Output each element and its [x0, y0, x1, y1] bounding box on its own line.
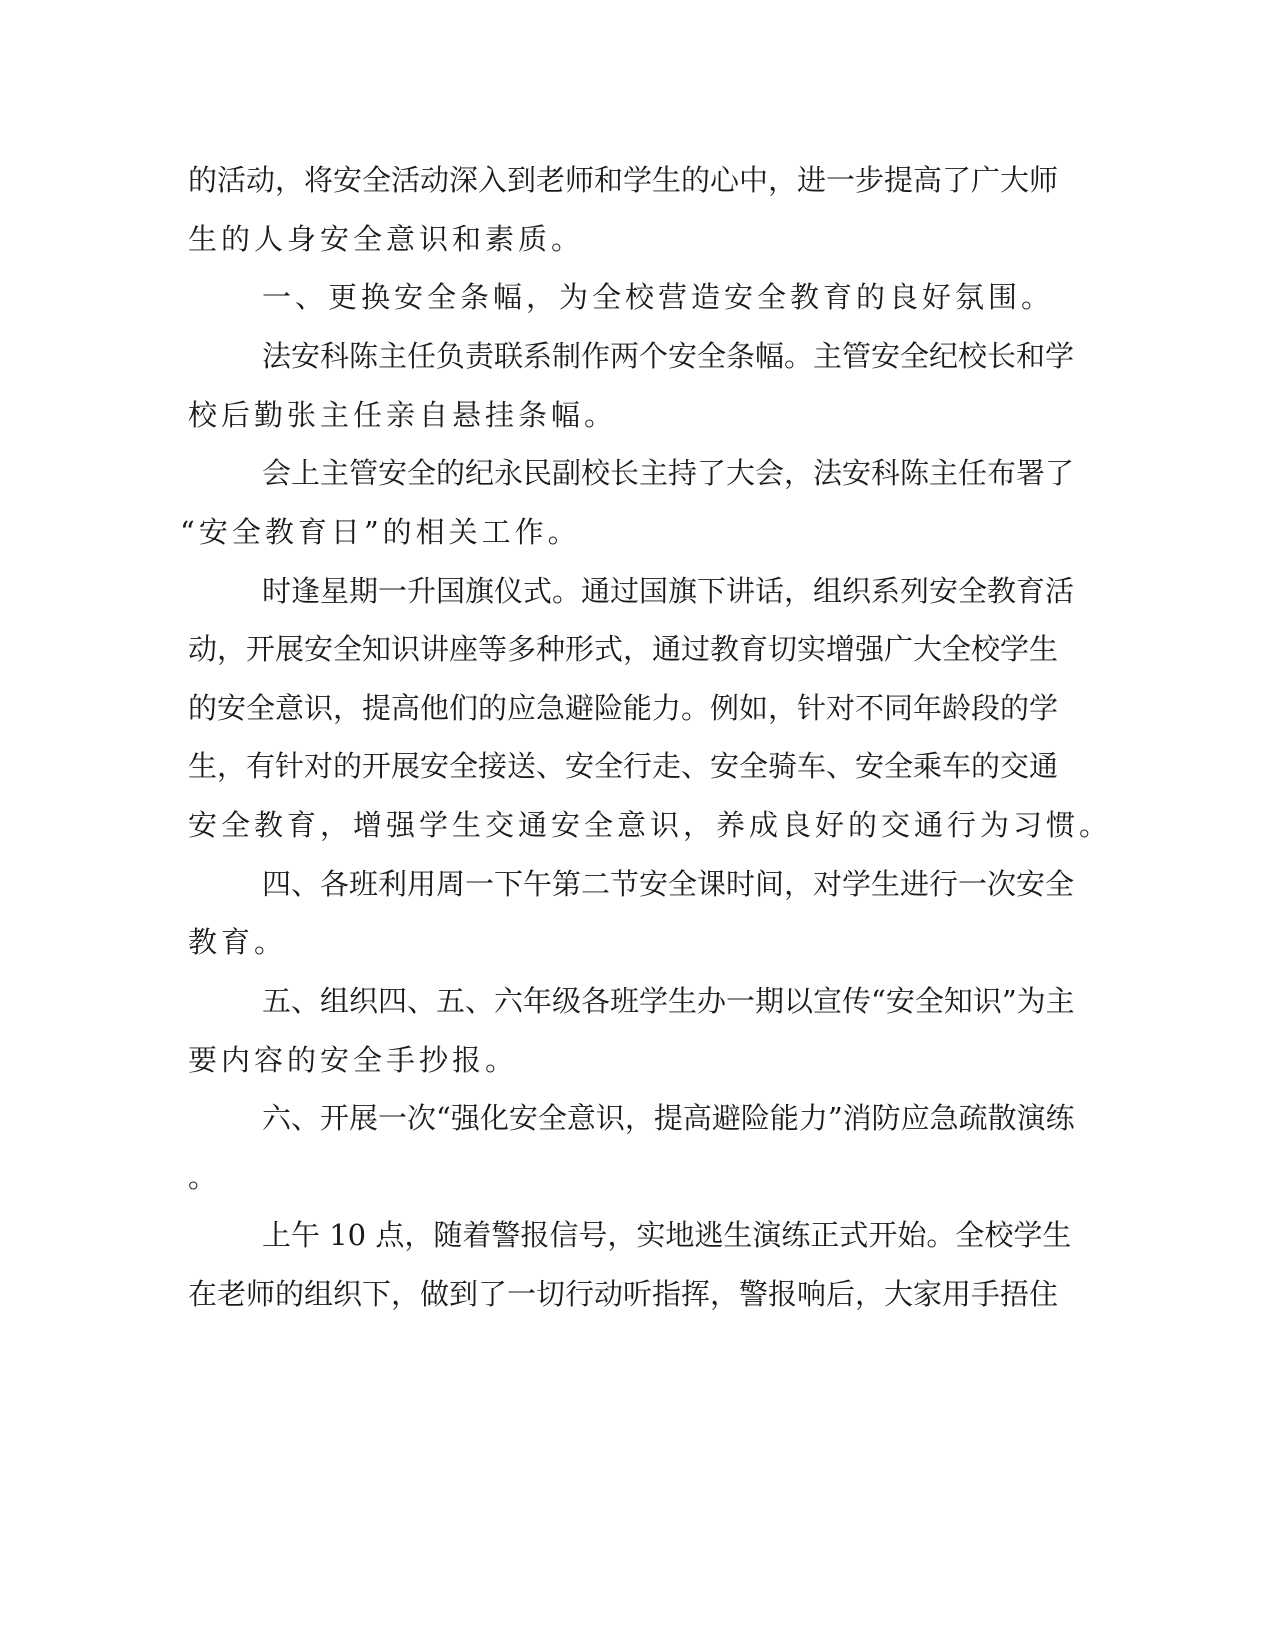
text-line-content: 校后勤张主任亲自悬挂条幅。: [188, 398, 618, 432]
text-line-content: 生，有针对的开展安全接送、安全行走、安全骑车、安全乘车的交通: [188, 749, 1059, 783]
text-line-content: 会上主管安全的纪永民副校长主持了大会，法安科陈主任布署了: [262, 456, 1075, 490]
text-line: [0, 444, 1275, 502]
text-line: [0, 386, 1275, 444]
text-line: [0, 1206, 1275, 1264]
text-line: [0, 503, 1275, 561]
text-line-content: 要内容的安全手抄报。: [188, 1043, 519, 1077]
text-line-content: 时逢星期一升国旗仪式。通过国旗下讲话，组织系列安全教育活: [262, 574, 1075, 608]
text-line-content: 五、组织四、五、六年级各班学生办一期以宣传“安全知识”为主: [262, 984, 1075, 1018]
text-line: [0, 210, 1275, 268]
section-heading-text: 一、更换安全条幅，为全校营造安全教育的良好氛围。: [262, 280, 1055, 314]
text-line-content: 法安科陈主任负责联系制作两个安全条幅。主管安全纪校长和学: [262, 339, 1075, 373]
text-line: [0, 1031, 1275, 1089]
text-line: [0, 327, 1275, 385]
text-line-content: 的活动，将安全活动深入到老师和学生的心中，进一步提高了广大师: [188, 163, 1059, 197]
text-line: [0, 737, 1275, 795]
text-line: [0, 679, 1275, 737]
text-line: [0, 620, 1275, 678]
text-line-content: 动，开展安全知识讲座等多种形式，通过教育切实增强广大全校学生: [188, 632, 1059, 666]
text-line: [0, 1148, 1275, 1206]
text-line-content: 。: [188, 1160, 222, 1194]
text-line-content: 上午 10 点，随着警报信号，实地逃生演练正式开始。全校学生: [262, 1218, 1072, 1252]
text-line: [0, 151, 1275, 209]
text-line-content: “安全教育日”的相关工作。: [180, 515, 581, 549]
section-heading: [0, 268, 1275, 326]
text-line: [0, 796, 1275, 854]
text-line-content: 生的人身安全意识和素质。: [188, 222, 585, 256]
text-line-content: 在老师的组织下，做到了一切行动听指挥，警报响后，大家用手捂住: [188, 1277, 1059, 1311]
text-line: [0, 562, 1275, 620]
text-line: [0, 1265, 1275, 1323]
text-line: [0, 913, 1275, 971]
text-line-content: 六、开展一次“强化安全意识，提高避险能力”消防应急疏散演练: [262, 1101, 1075, 1135]
text-line: [0, 972, 1275, 1030]
text-line-content: 安全教育，增强学生交通安全意识，养成良好的交通行为习惯。: [188, 808, 1113, 842]
text-line: [0, 1089, 1275, 1147]
text-line-content: 四、各班利用周一下午第二节安全课时间，对学生进行一次安全: [262, 867, 1075, 901]
text-line-content: 的安全意识，提高他们的应急避险能力。例如，针对不同年龄段的学: [188, 691, 1059, 725]
text-line-content: 教育。: [188, 925, 288, 959]
text-line: [0, 855, 1275, 913]
